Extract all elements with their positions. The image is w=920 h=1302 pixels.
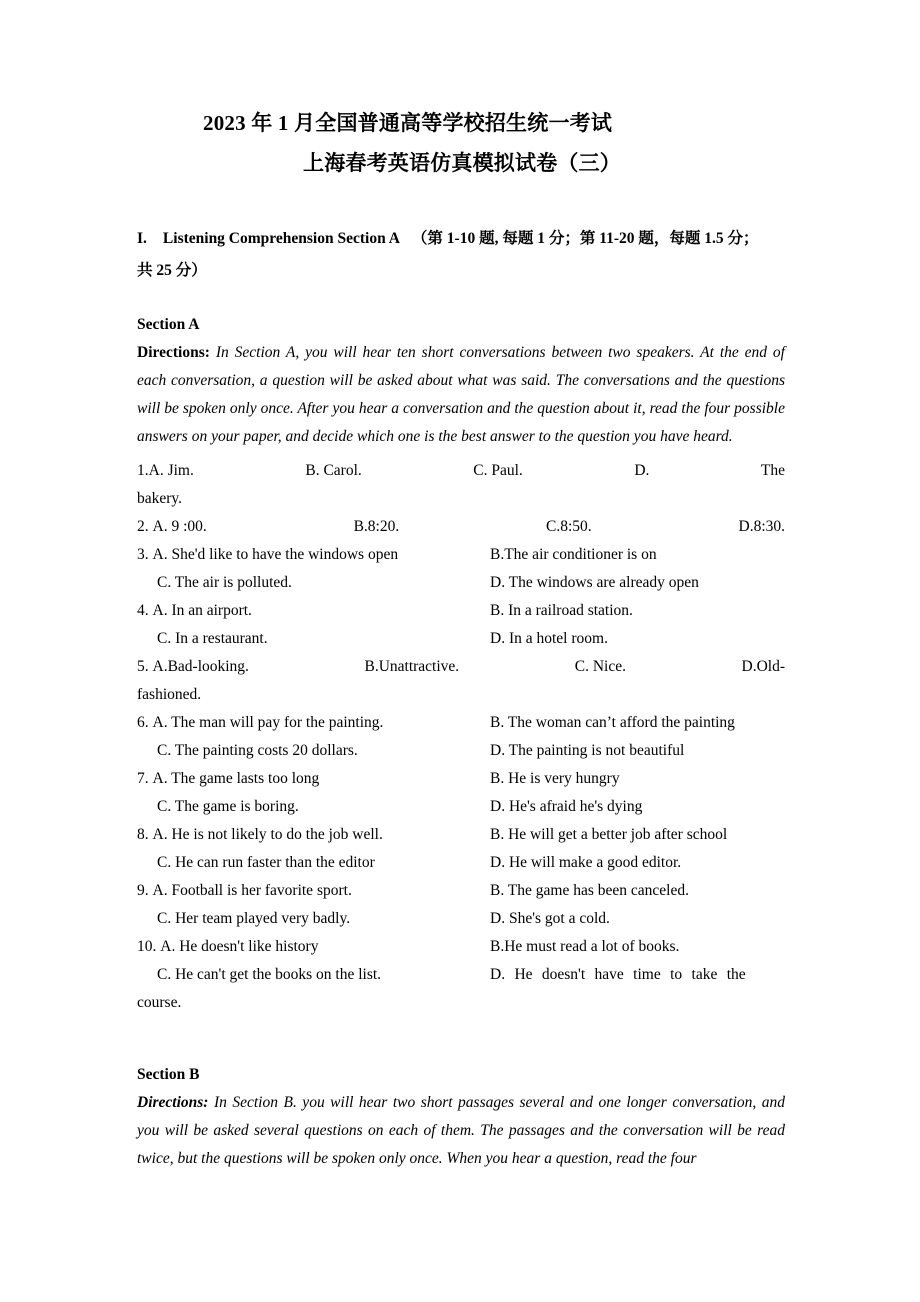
- question-1-number: 1.: [137, 462, 149, 479]
- question-item-8: [137, 821, 785, 849]
- question-10-option-a[interactable]: A. He doesn't like history: [160, 938, 319, 955]
- question-item-10: [137, 933, 785, 961]
- question-8-option-d[interactable]: D. He will make a good editor.: [490, 854, 682, 871]
- section-b-directions-lead-label: Directions:: [137, 1094, 209, 1111]
- part-title-chinese-line-2: 共 25 分）: [137, 262, 207, 279]
- question-item-7: [137, 765, 785, 793]
- section-a-label: Section A: [137, 316, 200, 333]
- question-8-number: 8.: [137, 826, 149, 843]
- question-2-option-b[interactable]: B.8:20.: [353, 518, 400, 535]
- question-item-4-second-row: [137, 625, 785, 653]
- question-item-7-second-row: [137, 793, 785, 821]
- section-b-directions-body-text: In Section B. you will hear two short passages several and one longer conversation, and you will be asked several questions on each of them. The passages and the conversation will be read twice, but the questions will be spoken only once. When you hear a question, read the four: [137, 1094, 786, 1167]
- question-4-option-c[interactable]: C. In a restaurant.: [157, 630, 268, 647]
- question-2-option-a[interactable]: A. 9 :00.: [152, 518, 207, 535]
- question-9-option-a[interactable]: A. Football is her favorite sport.: [152, 882, 352, 899]
- question-item-10-second-row: [137, 961, 785, 989]
- question-7-number: 7.: [137, 770, 149, 787]
- question-10-option-c[interactable]: C. He can't get the books on the list.: [157, 966, 382, 983]
- question-1-option-c[interactable]: C. Paul.: [473, 462, 523, 479]
- section-a-question-list: [137, 457, 785, 1017]
- section-b-directions: [137, 1089, 785, 1173]
- question-1-option-d-tail[interactable]: The: [760, 462, 786, 479]
- question-item-4: [137, 597, 785, 625]
- question-8-option-b[interactable]: B. He will get a better job after school: [490, 826, 728, 843]
- question-item-1: [137, 457, 785, 485]
- question-5-option-c[interactable]: C. Nice.: [574, 658, 626, 675]
- question-6-option-d[interactable]: D. The painting is not beautiful: [490, 742, 685, 759]
- question-9-number: 9.: [137, 882, 149, 899]
- question-4-number: 4.: [137, 602, 149, 619]
- question-10-option-b[interactable]: B.He must read a lot of books.: [490, 938, 680, 955]
- section-a-directions: [137, 339, 785, 451]
- question-item-3-second-row: [137, 569, 785, 597]
- question-2-number: 2.: [137, 518, 149, 535]
- question-4-option-b[interactable]: B. In a railroad station.: [490, 602, 633, 619]
- question-3-option-c[interactable]: C. The air is polluted.: [157, 574, 292, 591]
- directions-lead-label: Directions:: [137, 344, 210, 361]
- question-item-6: [137, 709, 785, 737]
- question-item-3: [137, 541, 785, 569]
- question-item-9-second-row: [137, 905, 785, 933]
- question-9-option-c[interactable]: C. Her team played very badly.: [157, 910, 351, 927]
- question-7-option-c[interactable]: C. The game is boring.: [157, 798, 299, 815]
- question-8-option-a[interactable]: A. He is not likely to do the job well.: [152, 826, 383, 843]
- page-title-line-1: 2023 年 1 月全国普通高等学校招生统一考试: [203, 111, 613, 135]
- question-6-number: 6.: [137, 714, 149, 731]
- question-8-option-c[interactable]: C. He can run faster than the editor: [157, 854, 375, 871]
- page-title-line-2: 上海春考英语仿真模拟试卷（三）: [303, 151, 621, 175]
- part-title-chinese-line-1: （第 1-10 题, 每题 1 分；第 11-20 题，每题 1.5 分；: [411, 230, 759, 247]
- document-title-block: [137, 0, 785, 183]
- question-item-9: [137, 877, 785, 905]
- question-1-option-a[interactable]: A. Jim.: [148, 462, 194, 479]
- question-item-5: [137, 653, 785, 681]
- section-b-label: Section B: [137, 1066, 200, 1083]
- question-2-option-c[interactable]: C.8:50.: [546, 518, 592, 535]
- question-5-option-b[interactable]: B.Unattractive.: [364, 658, 460, 675]
- question-10-number: 10.: [137, 938, 157, 955]
- directions-body-text: In Section A, you will hear ten short conversations between two speakers. At the end of each conversation, a question will be asked about what was said. The conversations and the questions will be spoken only once. After you hear a conversation and the question about it, read the four possible answers on your paper, and decide which one is the best answer to the question you have heard.: [137, 344, 785, 445]
- question-9-option-b[interactable]: B. The game has been canceled.: [490, 882, 689, 899]
- question-7-option-b[interactable]: B. He is very hungry: [490, 770, 620, 787]
- question-3-option-d[interactable]: D. The windows are already open: [490, 574, 699, 591]
- question-5-wrap-text: fashioned.: [137, 686, 202, 703]
- question-6-option-a[interactable]: A. The man will pay for the painting.: [152, 714, 384, 731]
- question-6-option-c[interactable]: C. The painting costs 20 dollars.: [157, 742, 358, 759]
- page-content: [137, 0, 785, 1173]
- part-title-english: Listening Comprehension Section A: [162, 230, 400, 247]
- part-number: I.: [137, 230, 147, 247]
- question-4-option-a[interactable]: A. In an airport.: [152, 602, 252, 619]
- question-3-option-b[interactable]: B.The air conditioner is on: [490, 546, 657, 563]
- question-item-6-second-row: [137, 737, 785, 765]
- question-5-option-d[interactable]: D.Old-: [741, 658, 785, 675]
- question-1-option-b[interactable]: B. Carol.: [305, 462, 362, 479]
- question-5-option-a[interactable]: A.Bad-looking.: [152, 658, 249, 675]
- part-one-heading: [137, 223, 785, 287]
- question-10-option-d[interactable]: D. He doesn't have time to take the: [490, 966, 746, 983]
- question-item-8-second-row: [137, 849, 785, 877]
- question-6-option-b[interactable]: B. The woman can’t afford the painting: [490, 714, 735, 731]
- question-item-2: [137, 513, 785, 541]
- question-2-option-d[interactable]: D.8:30.: [738, 518, 785, 535]
- question-3-option-a[interactable]: A. She'd like to have the windows open: [152, 546, 399, 563]
- question-3-number: 3.: [137, 546, 149, 563]
- question-7-option-a[interactable]: A. The game lasts too long: [152, 770, 320, 787]
- question-4-option-d[interactable]: D. In a hotel room.: [490, 630, 608, 647]
- question-9-option-d[interactable]: D. She's got a cold.: [490, 910, 610, 927]
- question-10-wrap-text: course.: [137, 994, 182, 1011]
- question-7-option-d[interactable]: D. He's afraid he's dying: [490, 798, 643, 815]
- question-5-number: 5.: [137, 658, 149, 675]
- question-1-option-d[interactable]: D.: [634, 462, 650, 479]
- question-1-wrap-text: bakery.: [137, 490, 183, 507]
